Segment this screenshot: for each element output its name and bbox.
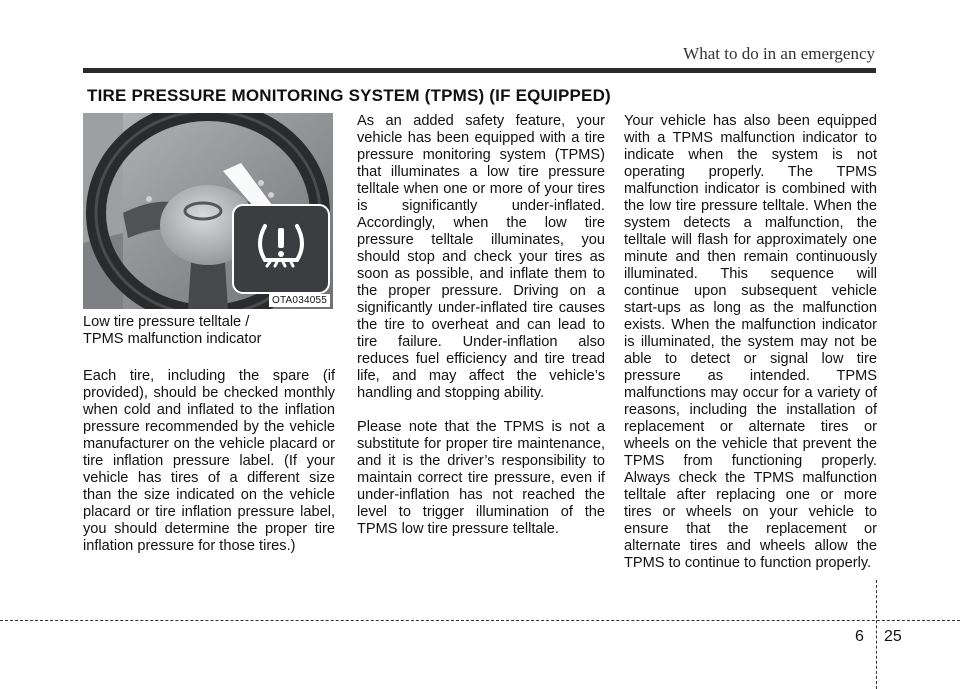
paragraph: Each tire, including the spare (if provided), should be checked monthly when cold and inflated to the inflation pressure recommended by the vehicle manufacturer on the vehicle placard or tire inflation pressure label. (If your vehicle has tires of a different size than the size indicated on the vehicle placard or tire inflation pressure label, you should determine the proper tire inflation pressure for those tires.) <box>83 368 335 554</box>
tpms-warning-icon <box>251 216 311 276</box>
footer-vertical-rule <box>876 580 877 689</box>
figure-code: OTA034055 <box>269 294 330 307</box>
header-title: What to do in an emergency <box>683 44 875 63</box>
paragraph: Please note that the TPMS is not a substitute for proper tire maintenance, and it is the driver’s responsibility to maintain correct tire pressure, even if under-inflation has not reached the level to trigger illumination of the TPMS low tire pressure telltale. <box>357 419 605 537</box>
footer-rule <box>0 620 960 621</box>
text-column-2 <box>357 113 605 538</box>
caption-line: TPMS malfunction indicator <box>83 331 262 347</box>
paragraph: Your vehicle has also been equipped with a TPMS malfunction indicator to indicate when the system is not operating properly. The TPMS malfunction indicator is combined with the low tire pressure telltale. When the system detects a malfunction, the telltale will flash for approximately one minute and then remain continuously illuminated. This sequence will continue upon subsequent vehicle start-ups as long as the malfunction exists. When the malfunction indicator is illuminated, the system may not be able to detect or signal low tire pressure as intended. TPMS malfunctions may occur for a variety of reasons, including the installation of replacement or alternate tires or wheels on the vehicle that prevent the TPMS from functioning properly. Always check the TPMS malfunction telltale after replacing one or more tires or wheels on your vehicle to ensure that the replacement or alternate tires and wheels allow the TPMS to continue to function properly. <box>624 113 877 571</box>
paragraph: As an added safety feature, your vehicle has been equipped with a tire pressure monitoring system (TPMS) that illuminates a low tire pressure telltale when one or more of your tires is significantly under-inflated. Accordingly, when the low tire pressure telltale illuminates, you should stop and check your tires as soon as possible, and inflate them to the proper pressure. Driving on a significantly under-inflated tire causes the tire to overheat and can lead to tire failure. Under-inflation also reduces fuel efficiency and tire tread life, and may affect the vehicle’s handling and stopping ability. <box>357 113 605 401</box>
steering-wheel-figure <box>83 113 333 309</box>
text-column-1 <box>83 368 335 555</box>
chapter-number: 6 <box>855 628 864 645</box>
header-rule <box>83 68 876 73</box>
section-title: TIRE PRESSURE MONITORING SYSTEM (TPMS) (IF EQUIPPED) <box>87 86 611 105</box>
text-column-3 <box>624 113 877 572</box>
caption-line: Low tire pressure telltale / <box>83 314 250 330</box>
figure-caption <box>83 314 335 348</box>
steering-wheel-illustration <box>83 113 333 309</box>
page-number: 25 <box>884 628 902 645</box>
